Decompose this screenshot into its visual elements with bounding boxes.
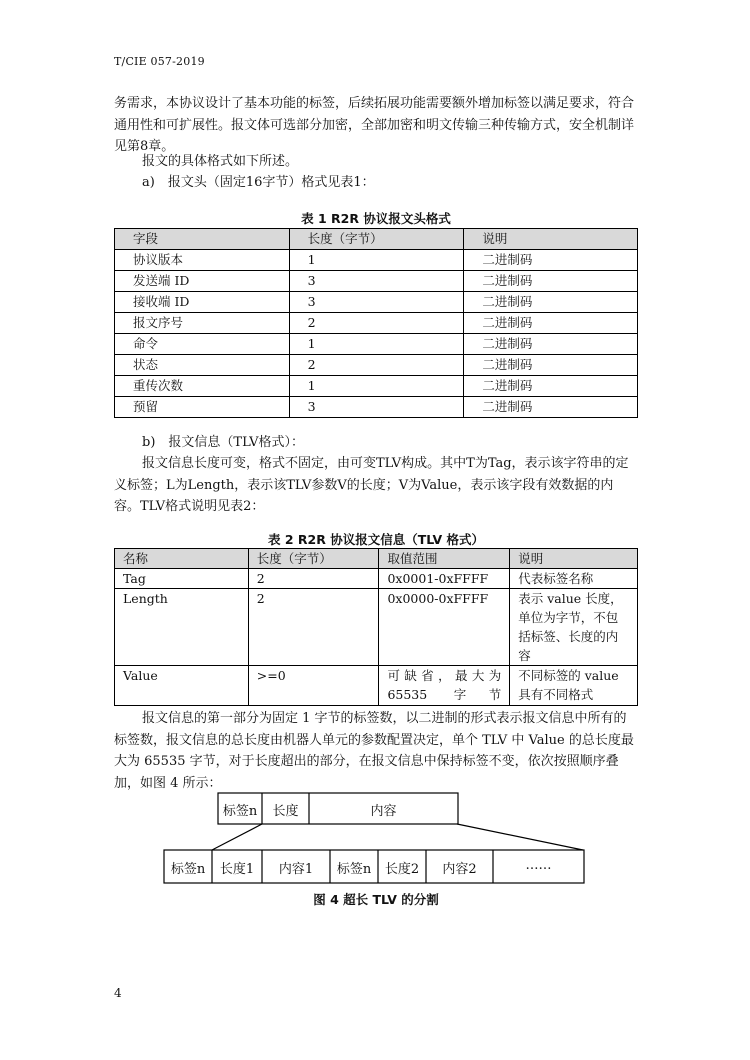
table1-caption: 表 1 R2R 协议报文头格式 bbox=[301, 211, 451, 226]
paragraph-header-item: a) 报文头（固定16字节）格式见表1： bbox=[142, 175, 375, 190]
diagram-bottom-tag: 标签n bbox=[336, 862, 372, 877]
table-cell: 0x0001-0xFFFF bbox=[379, 569, 510, 589]
table-cell: 2 bbox=[289, 313, 464, 334]
table-cell: 发送端 ID bbox=[115, 271, 290, 292]
table-cell: 状态 bbox=[115, 355, 290, 376]
column-header: 取值范围 bbox=[379, 549, 510, 569]
table-cell: 二进制码 bbox=[464, 250, 638, 271]
table-cell: 预留 bbox=[115, 397, 290, 418]
table-cell: 二进制码 bbox=[464, 334, 638, 355]
table-cell: 3 bbox=[289, 271, 464, 292]
table-cell: 协议版本 bbox=[115, 250, 290, 271]
table-cell: 2 bbox=[289, 355, 464, 376]
table-cell: 二进制码 bbox=[464, 376, 638, 397]
paragraph-format-desc: 报文的具体格式如下所述。 bbox=[142, 154, 299, 169]
table-cell: 报文序号 bbox=[115, 313, 290, 334]
table-cell: 二进制码 bbox=[464, 397, 638, 418]
table-cell: 3 bbox=[289, 397, 464, 418]
column-header: 名称 bbox=[115, 549, 249, 569]
table-cell: 2 bbox=[248, 589, 379, 666]
table-cell: 1 bbox=[289, 376, 464, 397]
table-cell: 表示 value 长度，单位为字节，不包括标签、长度的内容 bbox=[510, 589, 638, 666]
table-cell: >=0 bbox=[248, 666, 379, 706]
table2-caption: 表 2 R2R 协议报文信息（TLV 格式） bbox=[268, 532, 484, 547]
table-cell: 二进制码 bbox=[464, 313, 638, 334]
table-cell: 不同标签的 value 具有不同格式 bbox=[510, 666, 638, 706]
split-connector-left bbox=[212, 824, 262, 850]
table-cell: 二进制码 bbox=[464, 355, 638, 376]
diagram-bottom-ellipsis: …… bbox=[525, 858, 552, 873]
column-header: 说明 bbox=[464, 229, 638, 250]
diagram-bottom-length: 长度1 bbox=[219, 862, 255, 877]
document-id-header: T/CIE 057-2019 bbox=[114, 55, 205, 68]
table-cell: 代表标签名称 bbox=[510, 569, 638, 589]
column-header: 字段 bbox=[115, 229, 290, 250]
page-number: 4 bbox=[114, 986, 122, 1000]
table-cell: 二进制码 bbox=[464, 271, 638, 292]
paragraph-intro: 务需求，本协议设计了基本功能的标签，后续拓展功能需要额外增加标签以满足要求，符合通用性和可扩展性。报文体可选部分加密，全部加密和明文传输三种传输方式，安全机制详见第8章。 bbox=[114, 96, 635, 154]
paragraph-tlv-split: 报文信息的第一部分为固定 1 字节的标签数，以二进制的形式表示报文信息中所有的标签数，报文信息的总长度由机器人单元的参数配置决定，单个 TLV 中 Value 的总长度最大为 65535 字节，对于长度超出的部分，在报文信息中保持标签不变，依次按照顺序叠加，如图 4 所示： bbox=[114, 711, 634, 791]
table-cell: 2 bbox=[248, 569, 379, 589]
diagram-bottom-content: 内容2 bbox=[442, 862, 477, 877]
column-header: 长度（字节） bbox=[289, 229, 464, 250]
diagram-top-tag: 标签n bbox=[222, 804, 258, 819]
diagram-top-content: 内容 bbox=[370, 804, 397, 819]
column-header: 说明 bbox=[510, 549, 638, 569]
table-cell: 命令 bbox=[115, 334, 290, 355]
paragraph-tlv-item: b) 报文信息（TLV格式）： bbox=[142, 435, 305, 450]
table-cell: 接收端 ID bbox=[115, 292, 290, 313]
table-cell: 重传次数 bbox=[115, 376, 290, 397]
split-connector-right bbox=[457, 824, 583, 850]
table-cell: 1 bbox=[289, 250, 464, 271]
table-cell: 可缺省，最大为65535 字节 bbox=[379, 666, 510, 706]
table-cell: 1 bbox=[289, 334, 464, 355]
table-cell: 0x0000-0xFFFF bbox=[379, 589, 510, 666]
diagram-top-length: 长度 bbox=[272, 804, 299, 819]
table-cell: Value bbox=[115, 666, 249, 706]
paragraph-tlv-desc: 报文信息长度可变，格式不固定，由可变TLV构成。其中T为Tag，表示该字符串的定义标签；L为Length，表示该TLV参数V的长度；V为Value，表示该字段有效数据的内容。TLV格式说明见表2： bbox=[114, 456, 629, 514]
diagram-bottom-content: 内容1 bbox=[278, 862, 314, 877]
table-cell: Length bbox=[115, 589, 249, 666]
figure4-caption: 图 4 超长 TLV 的分割 bbox=[313, 892, 439, 907]
table-cell: 二进制码 bbox=[464, 292, 638, 313]
diagram-bottom-length: 长度2 bbox=[384, 862, 420, 877]
table-cell: 3 bbox=[289, 292, 464, 313]
table-cell: Tag bbox=[115, 569, 249, 589]
column-header: 长度（字节） bbox=[248, 549, 379, 569]
diagram-bottom-tag: 标签n bbox=[170, 862, 206, 877]
